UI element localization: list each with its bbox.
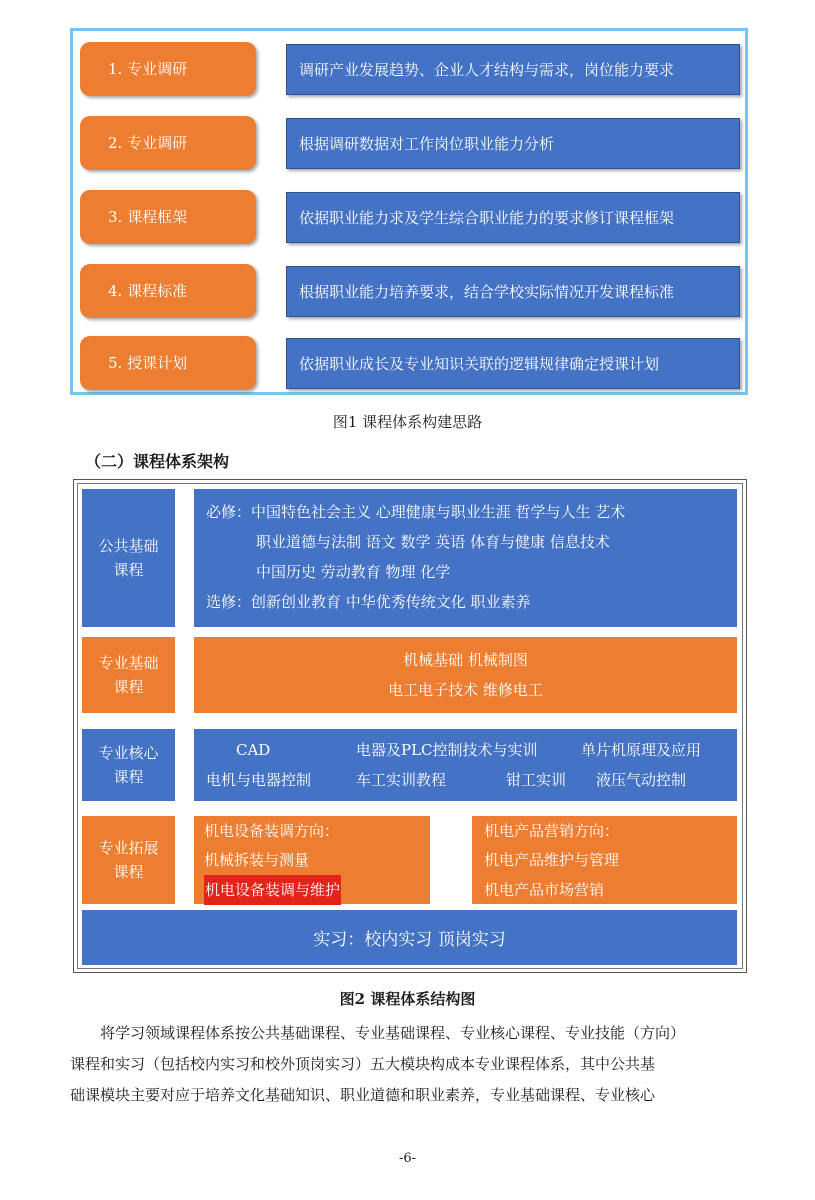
extension-item: 机电产品维护与管理 (484, 851, 620, 869)
professional-basic-line-1: 机械基础 机械制图 (403, 651, 528, 669)
step-description: 根据调研数据对工作岗位职业能力分析 (286, 118, 740, 169)
paragraph-line-3: 础课模块主要对应于培养文化基础知识、职业道德和职业素养，专业基础课程、专业核心 (70, 1086, 656, 1104)
core-course-plc: 电器及PLC控制技术与实训 (356, 741, 538, 759)
extension-right-panel (472, 816, 737, 904)
highlighted-extension-item: 机电设备装调与维护 (204, 875, 341, 905)
internship-bar (82, 910, 737, 965)
professional-basic-line-2: 电工电子技术 维修电工 (388, 681, 543, 699)
core-course-lathe: 车工实训教程 (356, 771, 447, 789)
course-construction-flow-figure (70, 28, 748, 395)
label-line: 课程 (113, 768, 144, 786)
label-line: 课程 (113, 863, 144, 881)
step-label: 2. 专业调研 (80, 116, 256, 170)
label-line: 课程 (113, 678, 144, 696)
direction-title: 机电设备装调方向： (204, 822, 340, 840)
step-label: 1. 专业调研 (80, 42, 256, 96)
extension-left-panel (194, 816, 430, 904)
core-course-cad: CAD (236, 741, 271, 759)
step-description: 调研产业发展趋势、企业人才结构与需求，岗位能力要求 (286, 44, 740, 95)
compulsory-line-1: 必修：中国特色社会主义 心理健康与职业生涯 哲学与人生 艺术 (206, 503, 626, 521)
paragraph-line-2: 课程和实习（包括校内实习和校外顶岗实习）五大模块构成本专业课程体系，其中公共基 (70, 1055, 656, 1073)
core-course-label (82, 729, 175, 801)
elective-line: 选修：创新创业教育 中华优秀传统文化 职业素养 (206, 593, 531, 611)
flow-step-3 (73, 190, 745, 244)
extension-course-label (82, 816, 175, 904)
body-paragraph (70, 1018, 746, 1111)
core-course-motor: 电机与电器控制 (206, 771, 312, 789)
flow-step-1 (73, 42, 745, 96)
direction-title: 机电产品营销方向： (484, 822, 620, 840)
step-label: 4. 课程标准 (80, 264, 256, 318)
extension-item: 机电产品市场营销 (484, 881, 605, 899)
page-number: -6- (398, 1151, 417, 1166)
step-description: 根据职业能力培养要求，结合学校实际情况开发课程标准 (286, 266, 740, 317)
step-description: 依据职业能力求及学生综合职业能力的要求修订课程框架 (286, 192, 740, 243)
figure-2-caption: 图2 课程体系结构图 (339, 990, 476, 1008)
professional-basic-label (82, 637, 175, 713)
internship-text: 实习：校内实习 顶岗实习 (313, 930, 506, 950)
core-course-fitter: 钳工实训 (506, 771, 567, 789)
section-heading: （二）课程体系架构 (85, 452, 230, 471)
label-line: 专业基础 (98, 654, 159, 672)
course-structure-figure (73, 479, 747, 973)
label-line: 课程 (113, 561, 144, 579)
core-course-content (194, 729, 737, 801)
extension-item: 机械拆装与测量 (204, 851, 310, 869)
compulsory-line-2: 职业道德与法制 语文 数学 英语 体育与健康 信息技术 (256, 533, 610, 551)
public-basic-label (82, 489, 175, 627)
compulsory-line-3: 中国历史 劳动教育 物理 化学 (256, 563, 451, 581)
step-label: 5. 授课计划 (80, 336, 256, 390)
core-course-hydraulic: 液压气动控制 (596, 771, 687, 789)
flow-step-2 (73, 116, 745, 170)
step-description: 依据职业成长及专业知识关联的逻辑规律确定授课计划 (286, 338, 740, 389)
paragraph-line-1: 将学习领域课程体系按公共基础课程、专业基础课程、专业核心课程、专业技能（方向） (100, 1024, 686, 1042)
public-basic-content (194, 489, 737, 627)
professional-basic-content (194, 637, 737, 713)
label-line: 专业核心 (98, 744, 159, 762)
step-label: 3. 课程框架 (80, 190, 256, 244)
flow-step-5 (73, 336, 745, 390)
core-course-mcu: 单片机原理及应用 (581, 741, 702, 759)
figure-1-caption: 图1 课程体系构建思路 (332, 413, 483, 431)
label-line: 公共基础 (98, 537, 159, 555)
flow-step-4 (73, 264, 745, 318)
label-line: 专业拓展 (98, 839, 159, 857)
